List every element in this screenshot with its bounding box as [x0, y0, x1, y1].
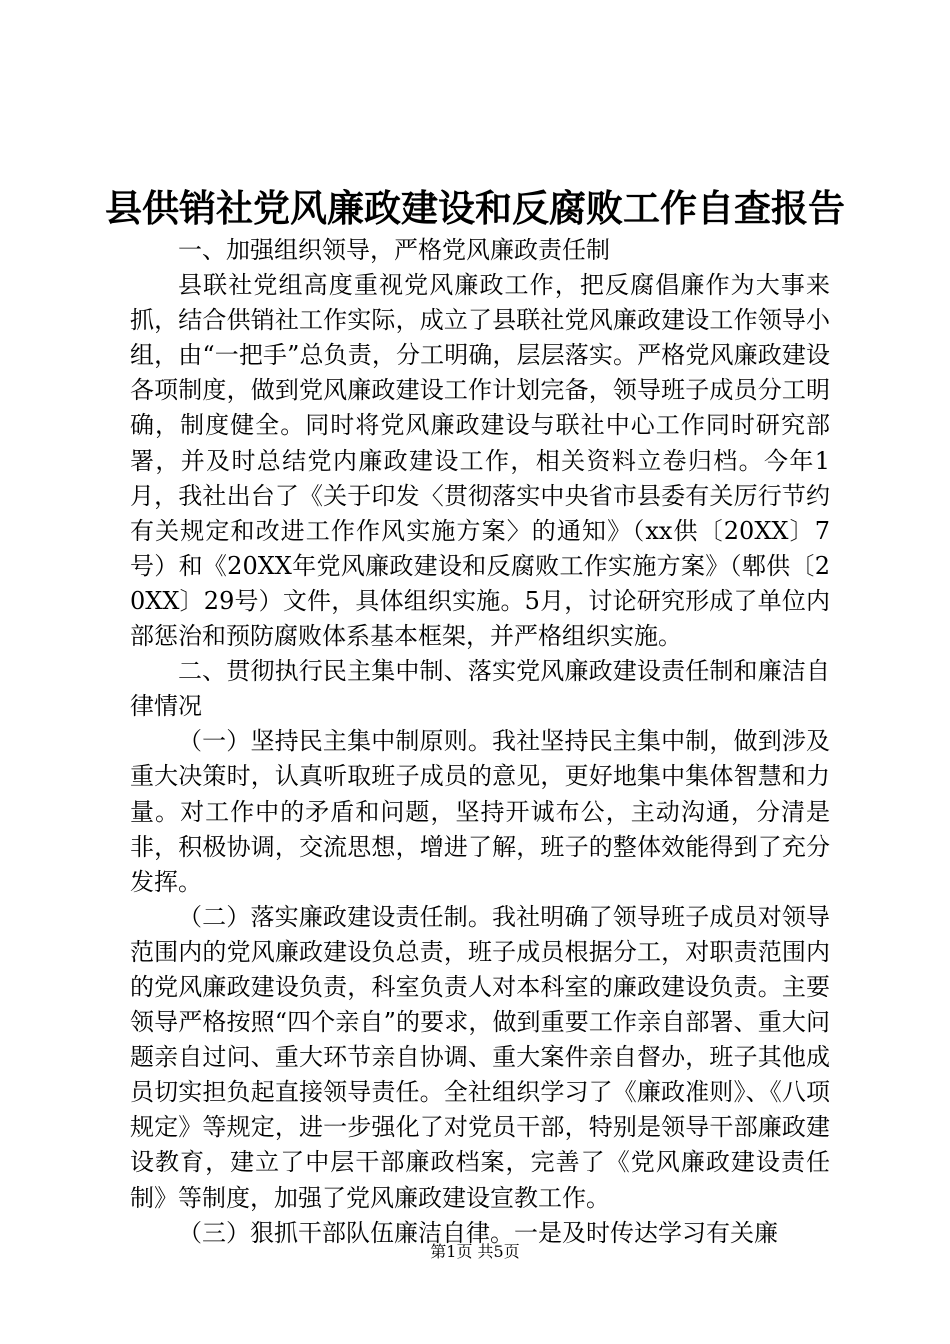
- paragraph-section-1-heading: 一、加强组织领导，严格党风廉政责任制: [178, 236, 610, 264]
- page-title: 县供销社党风廉政建设和反腐败工作自查报告: [105, 186, 845, 230]
- paragraph-section-1-body: 县联社党组高度重视党风廉政工作，把反腐倡廉作为大事来抓，结合供销社工作实际，成立了县联社党风廉政建设工作领导小组，由“一把手”总负责，分工明确，层层落实。严格党风廉政建设各项制度，做到党风廉政建设工作计划完备，领导班子成员分工明确，制度健全。同时将党风廉政建设与联社中心工作同时研究部署，并及时总结党内廉政建设工作，相关资料立卷归档。今年1月，我社出台了《关于印发〈贯彻落实中央省市县委有关厉行节约有关规定和改进工作作风实施方案〉的通知》（xx供〔20XX〕7号）和《20XX年党风廉政建设和反腐败工作实施方案》（郫供〔20XX〕29号）文件，具体组织实施。5月，讨论研究形成了单位内部惩治和预防腐败体系基本框架，并严格组织实施。: [130, 271, 830, 651]
- paragraph-subsection-2: （二）落实廉政建设责任制。我社明确了领导班子成员对领导范围内的党风廉政建设负总责，班子成员根据分工，对职责范围内的党风廉政建设负责，科室负责人对本科室的廉政建设负责。主要领导严格按照“四个亲自”的要求，做到重要工作亲自部署、重大问题亲自过问、重大环节亲自协调、重大案件亲自督办，班子其他成员切实担负起直接领导责任。全社组织学习了《廉政准则》、《八项规定》等规定，进一步强化了对党员干部，特别是领导干部廉政建设教育，建立了中层干部廉政档案，完善了《党风廉政建设责任制》等制度，加强了党风廉政建设宣教工作。: [130, 902, 830, 1212]
- paragraph-section-2-heading: 二、贯彻执行民主集中制、落实党风廉政建设责任制和廉洁自律情况: [130, 657, 830, 721]
- page-footer: 第1页 共5页: [430, 1242, 520, 1261]
- paragraph-subsection-1: （一）坚持民主集中制原则。我社坚持民主集中制，做到涉及重大决策时，认真听取班子成员的意见，更好地集中集体智慧和力量。对工作中的矛盾和问题，坚持开诚布公，主动沟通，分清是非，积极协调，交流思想，增进了解，班子的整体效能得到了充分发挥。: [130, 727, 830, 896]
- paragraph-subsection-3: （三）狠抓干部队伍廉洁自律。一是及时传达学习有关廉: [178, 1218, 778, 1247]
- document-body: [130, 233, 830, 1251]
